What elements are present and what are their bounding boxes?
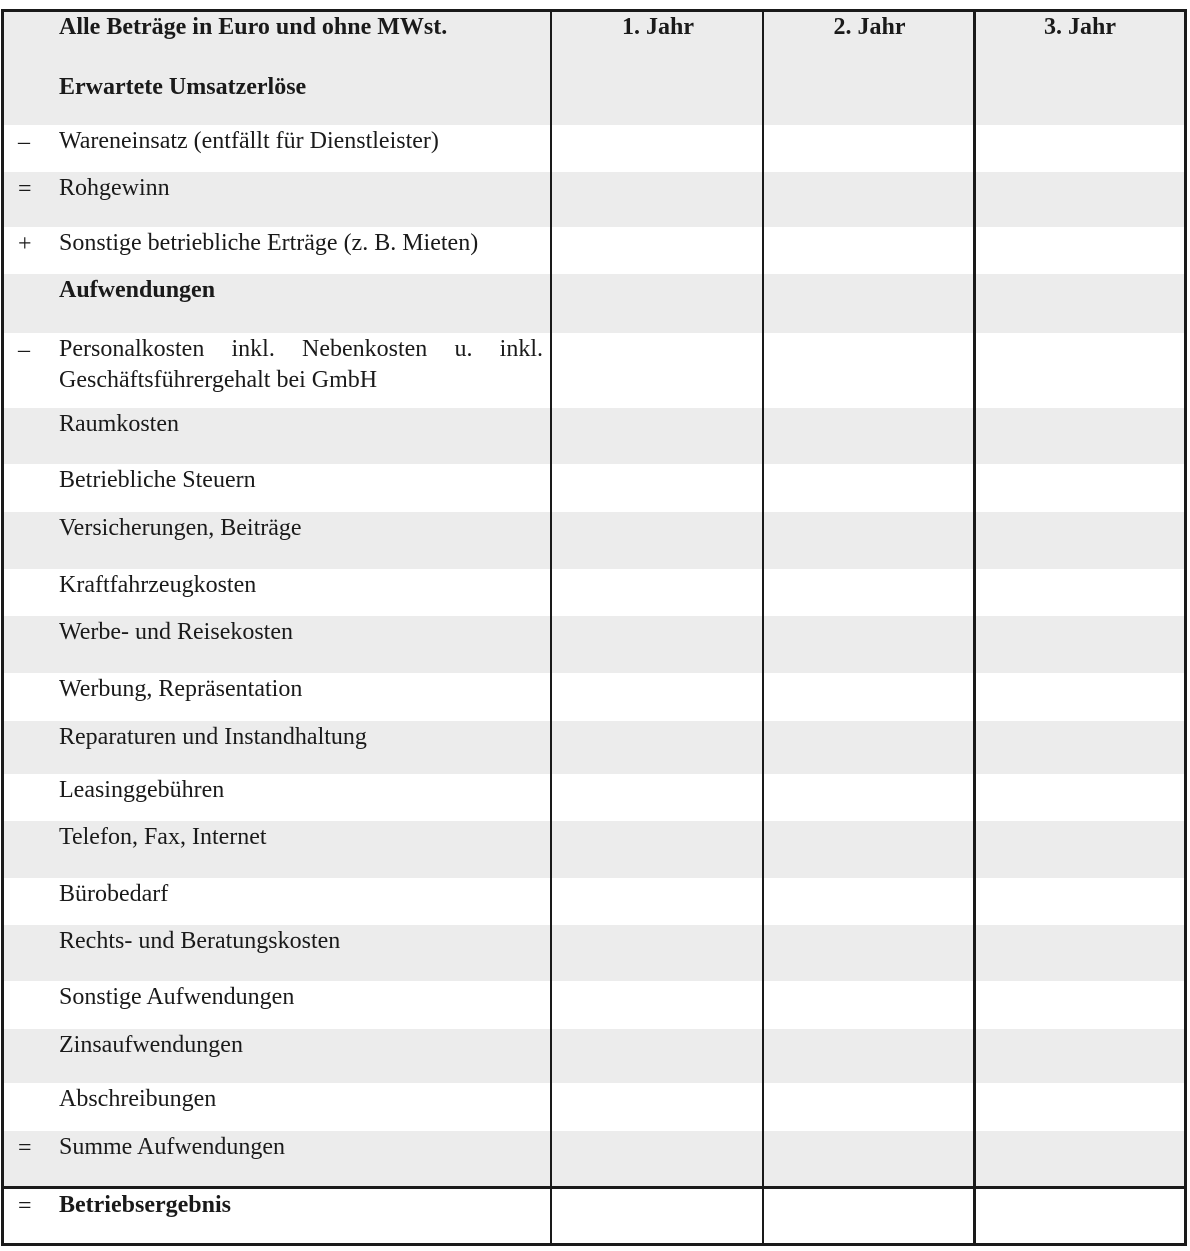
row-operator: + <box>18 231 32 257</box>
value-cell-year-1[interactable] <box>551 1083 763 1131</box>
row-label: Personalkosten inkl. Nebenkosten u. inkl. Geschäftsführergehalt bei GmbH <box>59 336 543 393</box>
value-cell-year-1[interactable] <box>551 1131 763 1186</box>
row-operator: = <box>18 1135 32 1161</box>
value-cell-year-3[interactable] <box>975 1189 1184 1243</box>
table-top-border <box>1 9 1187 12</box>
value-cell-year-1[interactable] <box>551 981 763 1029</box>
value-cell-year-1[interactable] <box>551 464 763 512</box>
value-cell-year-2[interactable] <box>763 172 974 227</box>
table-row <box>2 774 1186 821</box>
table-bottom-border <box>1 1243 1187 1246</box>
header-title: Alle Beträge in Euro und ohne MWst. <box>59 14 448 40</box>
value-cell-year-1[interactable] <box>551 227 763 274</box>
value-cell-year-2[interactable] <box>763 333 974 408</box>
table-row <box>2 673 1186 721</box>
value-cell-year-2[interactable] <box>763 774 974 821</box>
row-label: Zinsaufwendungen <box>59 1032 243 1058</box>
value-cell-year-3[interactable] <box>975 464 1184 512</box>
table-row <box>2 172 1186 227</box>
table-row <box>2 925 1186 981</box>
table-right-border <box>1184 9 1187 1246</box>
row-label: Wareneinsatz (entfällt für Dienstleister) <box>59 128 439 154</box>
value-cell-year-3[interactable] <box>975 721 1184 774</box>
row-label: Betriebliche Steuern <box>59 467 256 493</box>
table-row <box>2 981 1186 1029</box>
table-row <box>2 512 1186 569</box>
value-cell-year-3[interactable] <box>975 408 1184 464</box>
value-cell-year-3[interactable] <box>975 821 1184 878</box>
value-cell-year-1[interactable] <box>551 569 763 616</box>
value-cell-year-1[interactable] <box>551 721 763 774</box>
value-cell-year-2[interactable] <box>763 673 974 721</box>
row-label: Sonstige Aufwendungen <box>59 984 295 1010</box>
row-operator: = <box>18 1193 32 1219</box>
value-cell-year-3[interactable] <box>975 673 1184 721</box>
row-operator: = <box>18 176 32 202</box>
row-label: Aufwendungen <box>59 277 216 303</box>
table-row <box>2 1189 1186 1243</box>
value-cell-year-1[interactable] <box>551 172 763 227</box>
value-cell-year-1[interactable] <box>551 125 763 172</box>
row-label: Summe Aufwendungen <box>59 1134 285 1160</box>
table-left-border <box>1 9 4 1246</box>
value-cell-year-3[interactable] <box>975 981 1184 1029</box>
column-header-year-3: 3. Jahr <box>1044 14 1116 40</box>
table-row <box>2 125 1186 172</box>
value-cell-year-3[interactable] <box>975 512 1184 569</box>
value-cell-year-2[interactable] <box>763 1083 974 1131</box>
value-cell-year-3[interactable] <box>975 227 1184 274</box>
row-label: Kraftfahrzeugkosten <box>59 572 257 598</box>
value-cell-year-2[interactable] <box>763 981 974 1029</box>
table-row <box>2 1131 1186 1186</box>
table-row <box>2 821 1186 878</box>
value-cell-year-1[interactable] <box>551 1189 763 1243</box>
row-label: Sonstige betriebliche Erträge (z. B. Mieten) <box>59 230 479 256</box>
row-label: Versicherungen, Beiträge <box>59 515 302 541</box>
row-label: Werbung, Repräsentation <box>59 676 303 702</box>
table-row <box>2 616 1186 673</box>
column-divider-1 <box>550 9 552 1246</box>
value-cell-year-1[interactable] <box>551 673 763 721</box>
value-cell-year-3[interactable] <box>975 274 1184 333</box>
table-row <box>2 333 1186 408</box>
value-cell-year-1[interactable] <box>551 878 763 925</box>
value-cell-year-2[interactable] <box>763 1131 974 1186</box>
column-header-year-2: 2. Jahr <box>833 14 906 40</box>
value-cell-year-2[interactable] <box>763 125 974 172</box>
value-cell-year-3[interactable] <box>975 1131 1184 1186</box>
value-cell-year-1[interactable] <box>551 408 763 464</box>
value-cell-year-3[interactable] <box>975 925 1184 981</box>
value-cell-year-1[interactable] <box>551 1029 763 1083</box>
value-cell-year-1[interactable] <box>551 512 763 569</box>
value-cell-year-1[interactable] <box>551 774 763 821</box>
table-row <box>2 274 1186 333</box>
value-cell-year-3[interactable] <box>975 1029 1184 1083</box>
row-label: Reparaturen und Instandhaltung <box>59 724 367 750</box>
row-label: Betriebsergebnis <box>59 1192 231 1218</box>
value-cell-year-2[interactable] <box>763 227 974 274</box>
row-label: Rechts- und Beratungskosten <box>59 928 341 954</box>
value-cell-year-1[interactable] <box>551 925 763 981</box>
value-cell-year-3[interactable] <box>975 172 1184 227</box>
row-label: Abschreibungen <box>59 1086 217 1112</box>
table-row <box>2 1029 1186 1083</box>
value-cell-year-3[interactable] <box>975 569 1184 616</box>
value-cell-year-3[interactable] <box>975 774 1184 821</box>
table-row <box>2 464 1186 512</box>
table-row <box>2 227 1186 274</box>
header-subtitle: Erwartete Umsatzerlöse <box>59 74 307 100</box>
value-cell-year-3[interactable] <box>975 333 1184 408</box>
value-cell-year-1[interactable] <box>551 333 763 408</box>
row-label: Rohgewinn <box>59 175 170 201</box>
row-label: Bürobedarf <box>59 881 169 907</box>
value-cell-year-2[interactable] <box>763 274 974 333</box>
value-cell-year-3[interactable] <box>975 125 1184 172</box>
column-divider-2 <box>762 9 764 1246</box>
row-operator: – <box>18 337 30 363</box>
column-divider-3 <box>973 9 976 1246</box>
value-cell-year-2[interactable] <box>763 569 974 616</box>
row-label: Werbe- und Reisekosten <box>59 619 293 645</box>
table-row <box>2 408 1186 464</box>
result-separator <box>1 1186 1187 1189</box>
value-cell-year-2[interactable] <box>763 721 974 774</box>
value-cell-year-2[interactable] <box>763 1029 974 1083</box>
value-cell-year-2[interactable] <box>763 925 974 981</box>
value-cell-year-2[interactable] <box>763 1189 974 1243</box>
table-row <box>2 721 1186 774</box>
row-label: Raumkosten <box>59 411 179 437</box>
value-cell-year-2[interactable] <box>763 616 974 673</box>
value-cell-year-1[interactable] <box>551 821 763 878</box>
value-cell-year-2[interactable] <box>763 464 974 512</box>
row-operator: – <box>18 129 30 155</box>
value-cell-year-2[interactable] <box>763 408 974 464</box>
value-cell-year-1[interactable] <box>551 616 763 673</box>
table-row <box>2 1083 1186 1131</box>
row-label: Telefon, Fax, Internet <box>59 824 267 850</box>
table-row <box>2 878 1186 925</box>
column-header-year-1: 1. Jahr <box>622 14 694 40</box>
value-cell-year-3[interactable] <box>975 616 1184 673</box>
value-cell-year-1[interactable] <box>551 274 763 333</box>
value-cell-year-2[interactable] <box>763 512 974 569</box>
value-cell-year-2[interactable] <box>763 821 974 878</box>
value-cell-year-2[interactable] <box>763 878 974 925</box>
row-label: Leasinggebühren <box>59 777 225 803</box>
value-cell-year-3[interactable] <box>975 878 1184 925</box>
value-cell-year-3[interactable] <box>975 1083 1184 1131</box>
table-row <box>2 569 1186 616</box>
